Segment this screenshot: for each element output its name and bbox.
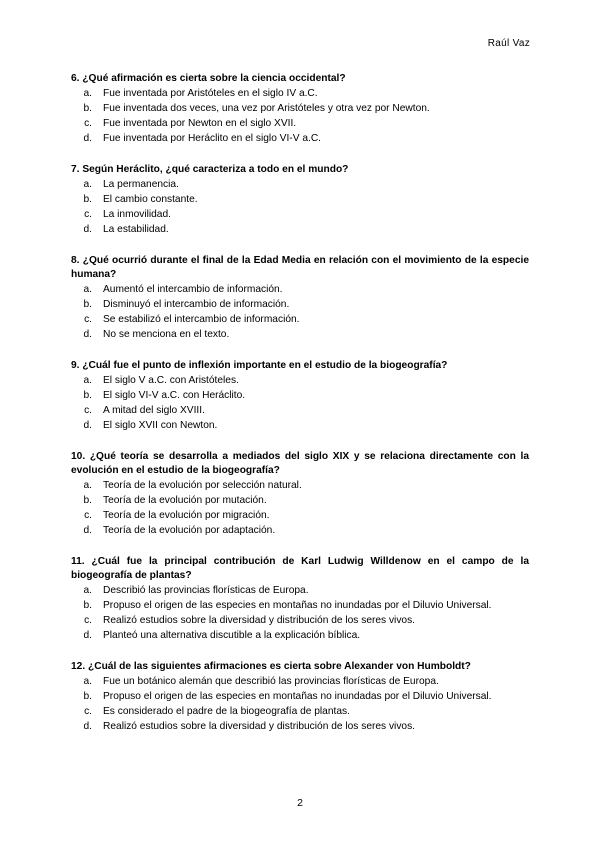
option-item (71, 327, 529, 342)
option-item (71, 373, 529, 388)
header-author: Raúl Vaz (487, 38, 530, 49)
option-text: El cambio constante. (103, 194, 198, 205)
option-item (71, 101, 529, 116)
question-7 (71, 163, 529, 237)
option-letter: d. (83, 525, 92, 536)
question-text: 8. ¿Qué ocurrió durante el final de la Edad Media en relación con el movimiento de la especie humana? (71, 255, 529, 280)
question-text: 7. Según Heráclito, ¿qué caracteriza a todo en el mundo? (71, 164, 349, 175)
question-11 (71, 555, 529, 643)
option-item (71, 418, 529, 433)
question-6 (71, 72, 529, 146)
option-item (71, 689, 529, 704)
option-item (71, 116, 529, 131)
option-letter: c. (84, 314, 92, 325)
question-text: 10. ¿Qué teoría se desarrolla a mediados del siglo XIX y se relaciona directamente con la evolución en el estudio de la biogeografía? (71, 451, 529, 476)
option-text: Teoría de la evolución por mutación. (103, 495, 267, 506)
option-item (71, 493, 529, 508)
option-text: La estabilidad. (103, 224, 169, 235)
option-letter: c. (84, 118, 92, 129)
option-item (71, 598, 529, 613)
option-letter: b. (83, 390, 92, 401)
option-item (71, 207, 529, 222)
option-letter: b. (83, 194, 92, 205)
option-letter: d. (83, 630, 92, 641)
option-list (71, 674, 529, 734)
question-text: 12. ¿Cuál de las siguientes afirmaciones es cierta sobre Alexander von Humboldt? (71, 661, 471, 672)
option-text: La inmovilidad. (103, 209, 171, 220)
option-text: Describió las provincias florísticas de Europa. (103, 585, 309, 596)
option-letter: d. (83, 224, 92, 235)
option-item (71, 523, 529, 538)
option-text: La permanencia. (103, 179, 179, 190)
option-text: Teoría de la evolución por selección natural. (103, 480, 302, 491)
option-letter: a. (83, 585, 92, 596)
page-number: 2 (297, 797, 303, 809)
option-item (71, 192, 529, 207)
option-letter: c. (84, 510, 92, 521)
option-text: Propuso el origen de las especies en montañas no inundadas por el Diluvio Universal. (103, 600, 492, 611)
option-item (71, 719, 529, 734)
option-letter: a. (83, 88, 92, 99)
option-list (71, 177, 529, 237)
option-text: Fue inventada por Aristóteles en el siglo IV a.C. (103, 88, 318, 99)
question-9 (71, 359, 529, 433)
option-text: Fue inventada por Heráclito en el siglo VI-V a.C. (103, 133, 322, 144)
option-item (71, 297, 529, 312)
option-item (71, 704, 529, 719)
option-letter: b. (83, 103, 92, 114)
option-text: Aumentó el intercambio de información. (103, 284, 283, 295)
option-text: Propuso el origen de las especies en montañas no inundadas por el Diluvio Universal. (103, 691, 492, 702)
option-item (71, 583, 529, 598)
option-letter: d. (83, 721, 92, 732)
option-letter: d. (83, 329, 92, 340)
question-10 (71, 450, 529, 538)
question-12 (71, 660, 529, 734)
option-letter: a. (83, 676, 92, 687)
option-item (71, 388, 529, 403)
option-text: Teoría de la evolución por adaptación. (103, 525, 276, 536)
option-text: El siglo V a.C. con Aristóteles. (103, 375, 239, 386)
option-letter: d. (83, 133, 92, 144)
option-text: Planteó una alternativa discutible a la explicación bíblica. (103, 630, 361, 641)
option-letter: c. (84, 405, 92, 416)
option-item (71, 403, 529, 418)
option-text: Fue inventada por Newton en el siglo XVII. (103, 118, 297, 129)
option-letter: b. (83, 495, 92, 506)
question-8 (71, 254, 529, 342)
option-list (71, 583, 529, 643)
option-text: Teoría de la evolución por migración. (103, 510, 270, 521)
option-item (71, 674, 529, 689)
option-list (71, 373, 529, 433)
option-letter: c. (84, 209, 92, 220)
option-text: Disminuyó el intercambio de información. (103, 299, 290, 310)
option-item (71, 312, 529, 327)
option-item (71, 628, 529, 643)
option-text: Realizó estudios sobre la diversidad y distribución de los seres vivos. (103, 721, 416, 732)
option-letter: b. (83, 691, 92, 702)
option-letter: a. (83, 284, 92, 295)
option-item (71, 282, 529, 297)
option-text: Fue un botánico alemán que describió las provincias florísticas de Europa. (103, 676, 439, 687)
option-text: Realizó estudios sobre la diversidad y distribución de los seres vivos. (103, 615, 416, 626)
option-list (71, 478, 529, 538)
option-item (71, 131, 529, 146)
question-text: 6. ¿Qué afirmación es cierta sobre la ciencia occidental? (71, 73, 346, 84)
option-letter: a. (83, 480, 92, 491)
option-text: A mitad del siglo XVIII. (103, 405, 205, 416)
option-letter: c. (84, 706, 92, 717)
option-item (71, 177, 529, 192)
option-item (71, 222, 529, 237)
question-list (71, 72, 529, 751)
question-text: 9. ¿Cuál fue el punto de inflexión importante en el estudio de la biogeografía? (71, 360, 448, 371)
option-text: El siglo VI-V a.C. con Heráclito. (103, 390, 246, 401)
option-letter: a. (83, 375, 92, 386)
option-text: El siglo XVII con Newton. (103, 420, 218, 431)
option-list (71, 86, 529, 146)
option-letter: b. (83, 299, 92, 310)
question-text: 11. ¿Cuál fue la principal contribución de Karl Ludwig Willdenow en el campo de la biogeografía de plantas? (71, 556, 529, 581)
option-text: No se menciona en el texto. (103, 329, 230, 340)
option-item (71, 478, 529, 493)
option-item (71, 86, 529, 101)
option-list (71, 282, 529, 342)
option-letter: d. (83, 420, 92, 431)
option-text: Es considerado el padre de la biogeografía de plantas. (103, 706, 350, 717)
option-item (71, 508, 529, 523)
option-letter: b. (83, 600, 92, 611)
option-letter: c. (84, 615, 92, 626)
option-text: Se estabilizó el intercambio de información. (103, 314, 300, 325)
option-letter: a. (83, 179, 92, 190)
option-text: Fue inventada dos veces, una vez por Aristóteles y otra vez por Newton. (103, 103, 430, 114)
option-item (71, 613, 529, 628)
